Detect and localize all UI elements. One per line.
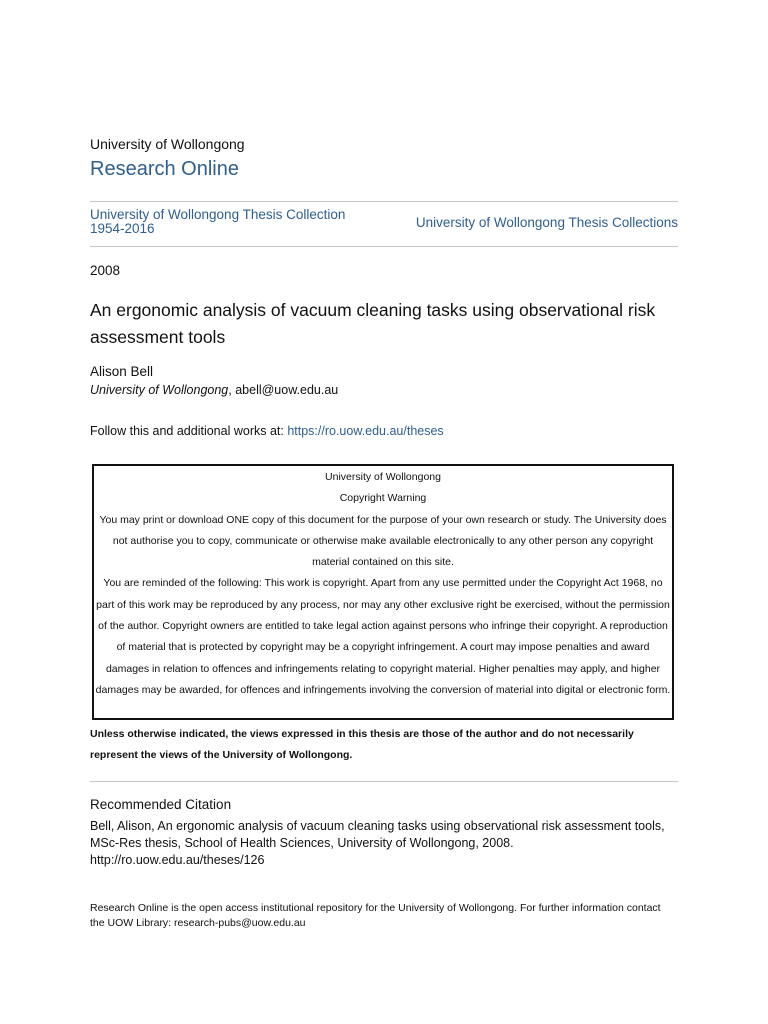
author-email: , abell@uow.edu.au [228, 383, 339, 397]
divider [90, 246, 678, 247]
collection-name: University of Wollongong Thesis Collection [90, 207, 346, 222]
divider [90, 781, 678, 782]
theses-link[interactable]: https://ro.uow.edu.au/theses [287, 424, 444, 438]
repository-title-link[interactable]: Research Online [90, 158, 239, 180]
thesis-title: An ergonomic analysis of vacuum cleaning tasks using observational risk assessment tools [90, 300, 656, 347]
follow-line [90, 424, 444, 438]
copyright-heading: Copyright Warning [339, 492, 427, 505]
publication-year: 2008 [90, 263, 121, 278]
copyright-paragraph-1: You may print or download ONE copy of this document for the purpose of your own research or study. The University does not authorise you to copy, communicate or otherwise make available electronically to any other person any copyright material contained on this site. [99, 513, 667, 569]
author-affiliation [90, 383, 338, 397]
follow-prefix: Follow this and additional works at: [90, 424, 288, 438]
copyright-warning-box [92, 464, 674, 720]
citation-heading: Recommended Citation [90, 797, 232, 812]
institution-name: University of Wollongong [90, 136, 245, 152]
divider [90, 201, 678, 202]
views-disclaimer: Unless otherwise indicated, the views expressed in this thesis are those of the author and do not necessarily represent the views of the University of Wollongong. [90, 728, 634, 762]
author-name: Alison Bell [90, 364, 154, 379]
collection-years: 1954-2016 [90, 221, 155, 236]
copyright-institution: University of Wollongong [325, 471, 441, 483]
affiliation-name: University of Wollongong [90, 383, 229, 397]
repository-footer: Research Online is the open access institutional repository for the University of Wollongong. For further information contact the UOW Library: research-pubs@uow.edu.au [90, 902, 661, 929]
citation-text: Bell, Alison, An ergonomic analysis of vacuum cleaning tasks using observational risk assessment tools, MSc-Res thesis, School of Health Sciences, University of Wollongong, 2008. http://ro.uow.edu.au/theses/126 [90, 819, 665, 867]
collection-link-right[interactable]: University of Wollongong Thesis Collections [415, 215, 678, 230]
copyright-paragraph-2: You are reminded of the following: This work is copyright. Apart from any use permitted under the Copyright Act 1968, no part of this work may be reproduced by any process, nor may any other exclusive right be exercised, without the permission of the author. Copyright owners are entitled to take legal action against persons who infringe their copyright. A reproduction of material that is protected by copyright may be a copyright infringement. A court may impose penalties and award damages in relation to offences and infringements relating to copyright material. Higher penalties may apply, and higher damages may be awarded, for offences and infringements involving the conversion of material into digital or electronic form. [95, 577, 671, 696]
collection-link-left[interactable] [90, 208, 380, 236]
